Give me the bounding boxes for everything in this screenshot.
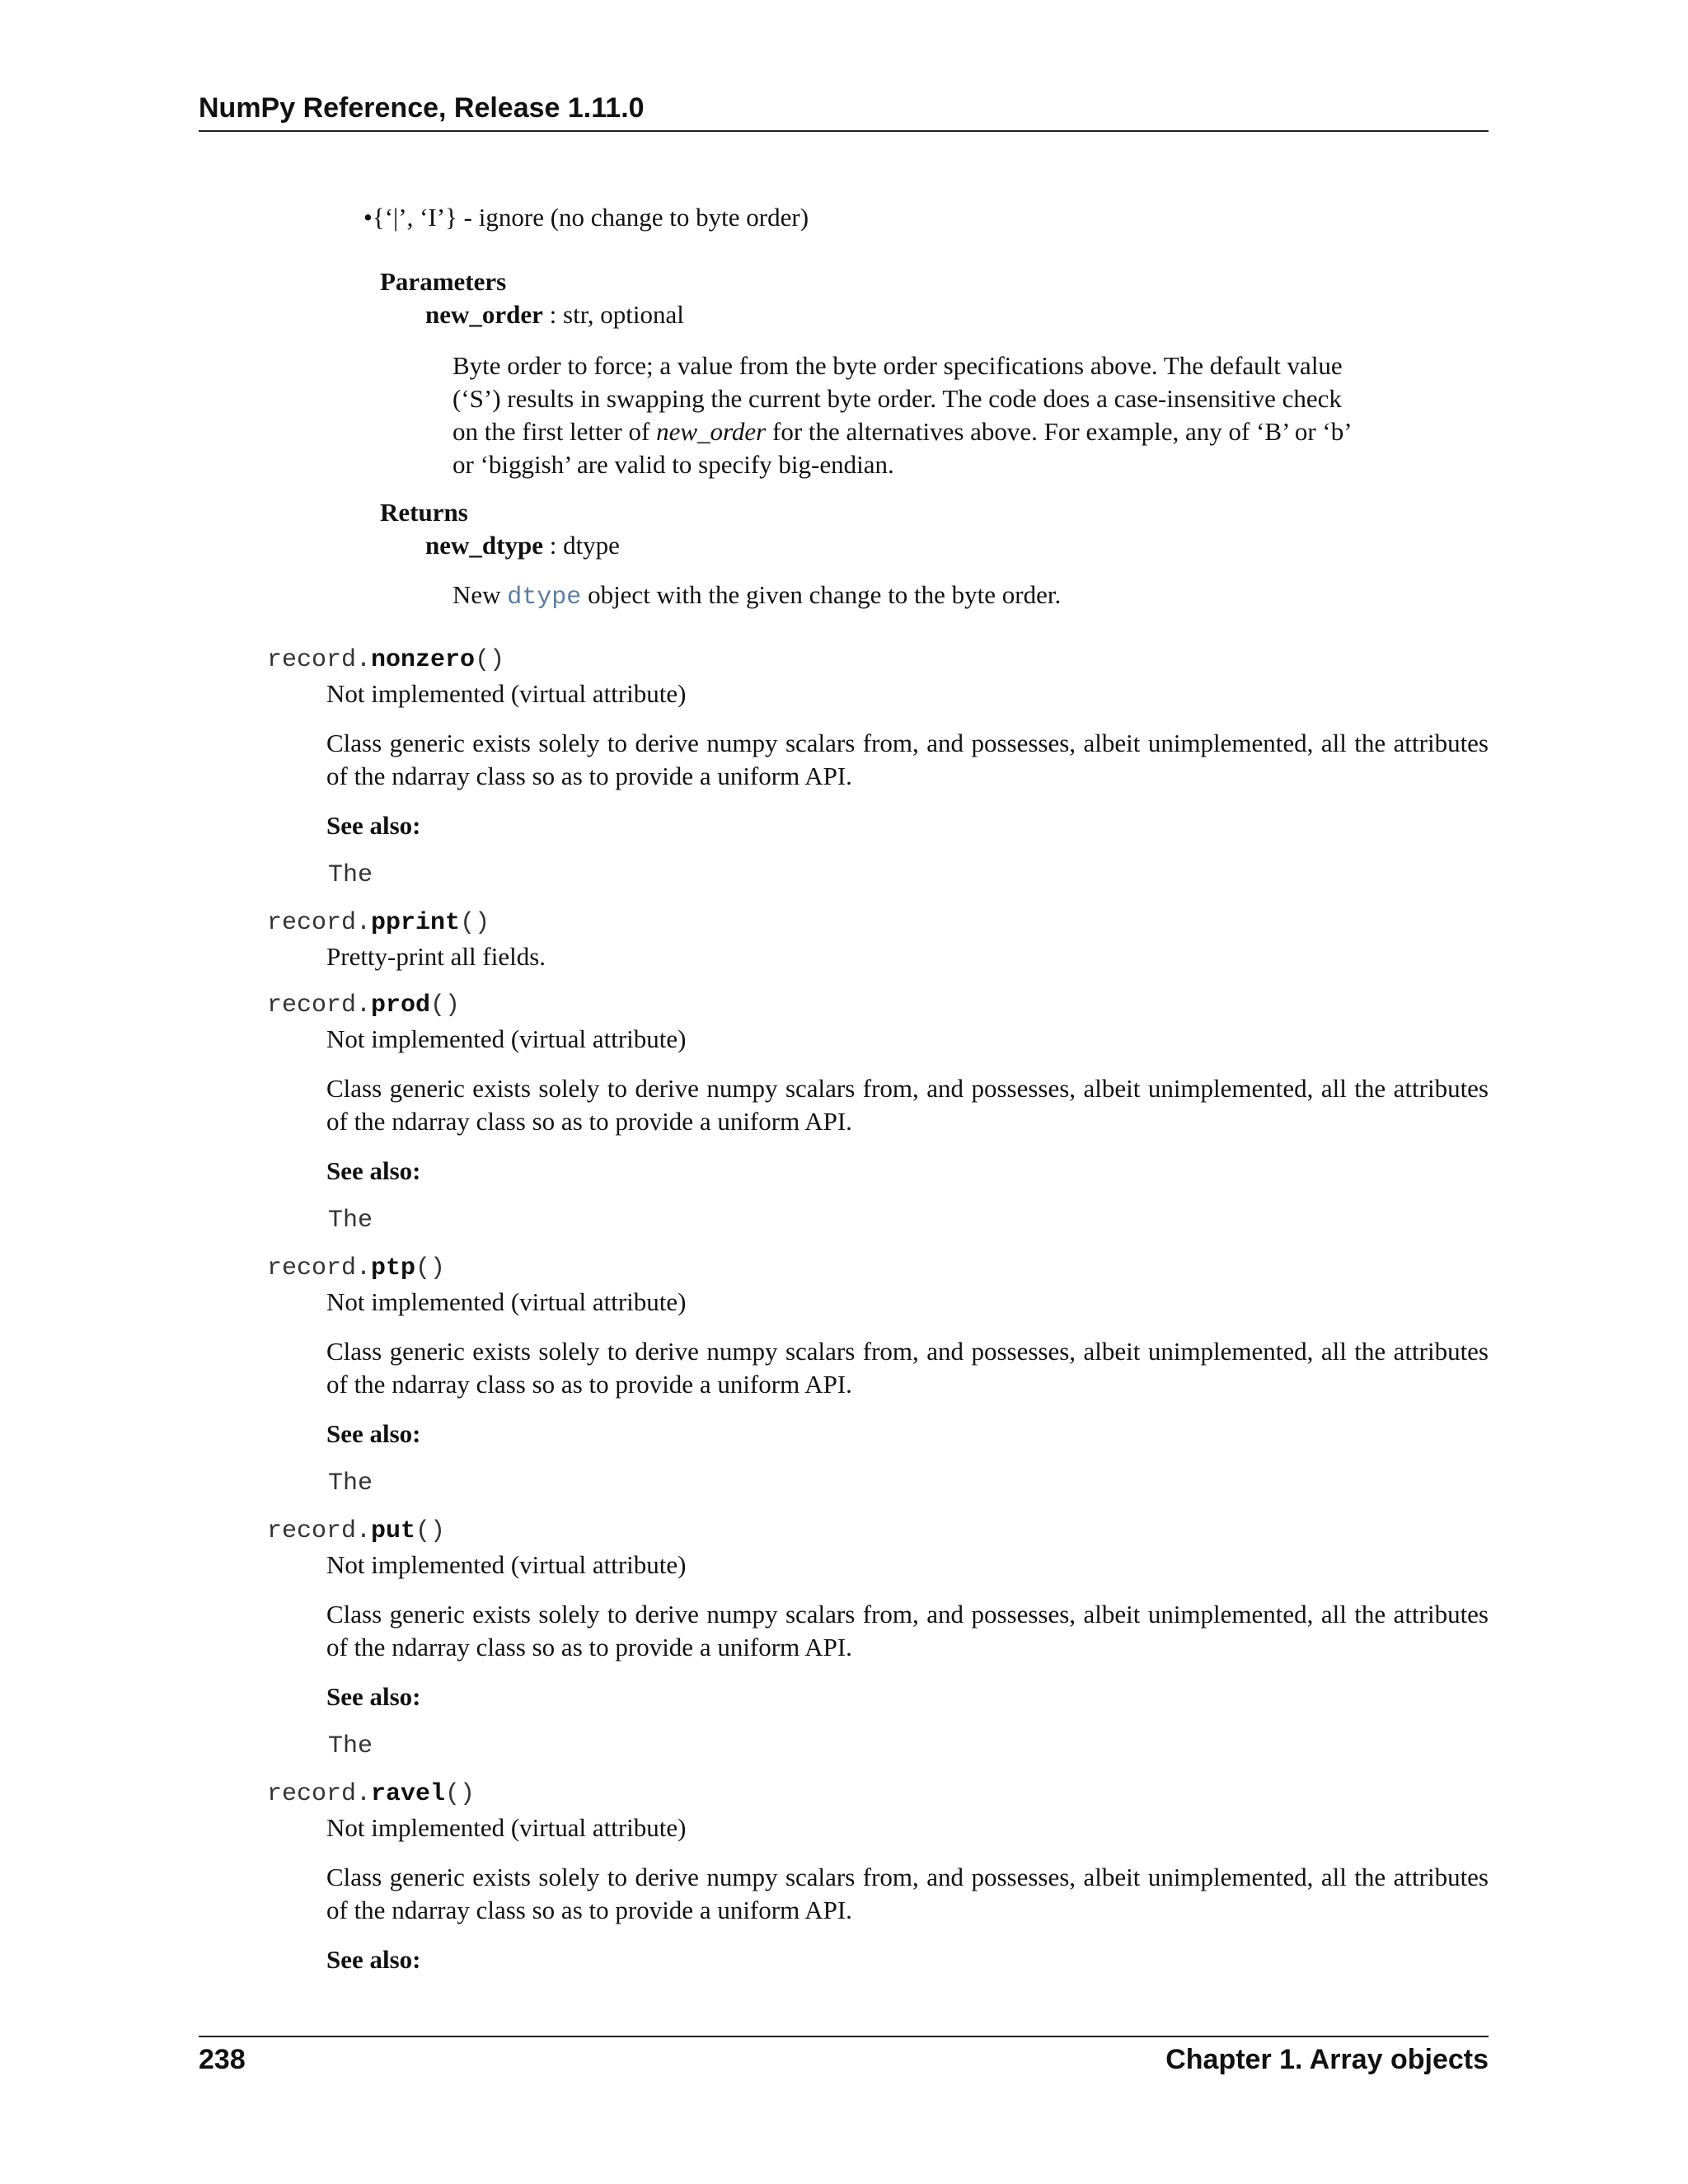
method-signature-put [267,1517,445,1545]
method-signature-ptp [267,1254,445,1282]
param-signature [425,298,684,331]
method-body-put: Class generic exists solely to derive numpy scalars from, and possesses, albeit unimplemented, all the attributes of the ndarray class so as to provide a uniform API. [326,1600,1489,1661]
see-also-heading-ptp: See also: [326,1419,421,1448]
method-body-prod: Class generic exists solely to derive numpy scalars from, and possesses, albeit unimplemented, all the attributes of the ndarray class so as to provide a uniform API. [326,1074,1489,1136]
method-name: ptp [371,1254,416,1282]
return-signature [425,529,620,562]
footer-rule [199,2036,1489,2037]
byte-order-bullet: •{‘|’, ‘I’} - ignore (no change to byte order) [363,203,809,232]
see-also-ref-prod: The [328,1207,373,1235]
return-desc-post: object with the given change to the byte order. [581,580,1062,609]
method-name: nonzero [371,646,476,674]
method-signature-pprint [267,909,490,937]
method-summary-nonzero: Not implemented (virtual attribute) [326,679,687,708]
return-type: : dtype [542,531,620,560]
method-parens: () [415,1517,446,1545]
method-summary-ravel: Not implemented (virtual attribute) [326,1813,687,1842]
method-body-ptp: Class generic exists solely to derive numpy scalars from, and possesses, albeit unimplemented, all the attributes of the ndarray class so as to provide a uniform API. [326,1337,1489,1399]
method-prefix: record. [267,1517,372,1545]
method-prefix: record. [267,909,372,937]
param-desc-line-2: (‘S’) results in swapping the current byte order. The code does a case-insensitive check [452,384,1342,413]
see-also-heading-ravel: See also: [326,1945,421,1974]
method-name: ravel [371,1780,446,1808]
param-desc-line-4: or ‘biggish’ are valid to specify big-endian. [452,450,894,479]
see-also-heading-nonzero: See also: [326,811,421,840]
return-description [452,579,1061,614]
see-also-ref-ptp: The [328,1469,373,1497]
param-desc-line-3-post: for the alternatives above. For example, any of ‘B’ or ‘b’ [766,417,1353,446]
returns-heading: Returns [380,498,468,527]
method-prefix: record. [267,646,372,674]
param-type: : str, optional [542,300,684,329]
header-rule [199,130,1489,132]
method-signature-ravel [267,1780,475,1808]
return-desc-pre: New [452,580,508,609]
page-number: 238 [199,2044,246,2075]
method-parens: () [475,646,505,674]
method-parens: () [460,909,490,937]
method-signature-prod [267,991,460,1019]
method-name: pprint [371,909,461,937]
param-name: new_order [425,300,543,329]
method-body-nonzero: Class generic exists solely to derive numpy scalars from, and possesses, albeit unimplemented, all the attributes of the ndarray class so as to provide a uniform API. [326,729,1489,790]
dtype-link[interactable]: dtype [507,583,582,612]
return-name: new_dtype [425,531,543,560]
method-parens: () [415,1254,446,1282]
method-parens: () [430,991,461,1019]
param-desc-line-3-pre: on the first letter of [452,417,657,446]
method-signature-nonzero [267,646,504,674]
running-header-title: NumPy Reference, Release 1.11.0 [199,92,645,124]
method-parens: () [445,1780,476,1808]
see-also-heading-put: See also: [326,1682,421,1711]
method-prefix: record. [267,991,372,1019]
method-body-ravel: Class generic exists solely to derive numpy scalars from, and possesses, albeit unimplemented, all the attributes of the ndarray class so as to provide a uniform API. [326,1863,1489,1924]
method-name: prod [371,991,431,1019]
see-also-heading-prod: See also: [326,1156,421,1185]
parameters-heading: Parameters [380,267,507,296]
see-also-ref-put: The [328,1732,373,1760]
method-name: put [371,1517,416,1545]
param-desc-line-3-emphasis: new_order [656,417,767,446]
param-desc-line-1: Byte order to force; a value from the byte order specifications above. The default value [452,351,1343,380]
method-prefix: record. [267,1254,372,1282]
chapter-title: Chapter 1. Array objects [1165,2044,1489,2075]
method-summary-prod: Not implemented (virtual attribute) [326,1024,687,1053]
method-summary-put: Not implemented (virtual attribute) [326,1550,687,1579]
see-also-ref-nonzero: The [328,861,373,889]
method-summary-ptp: Not implemented (virtual attribute) [326,1287,687,1316]
method-prefix: record. [267,1780,372,1808]
param-desc-line-3 [452,415,1353,448]
method-summary-pprint: Pretty-print all fields. [326,942,546,971]
